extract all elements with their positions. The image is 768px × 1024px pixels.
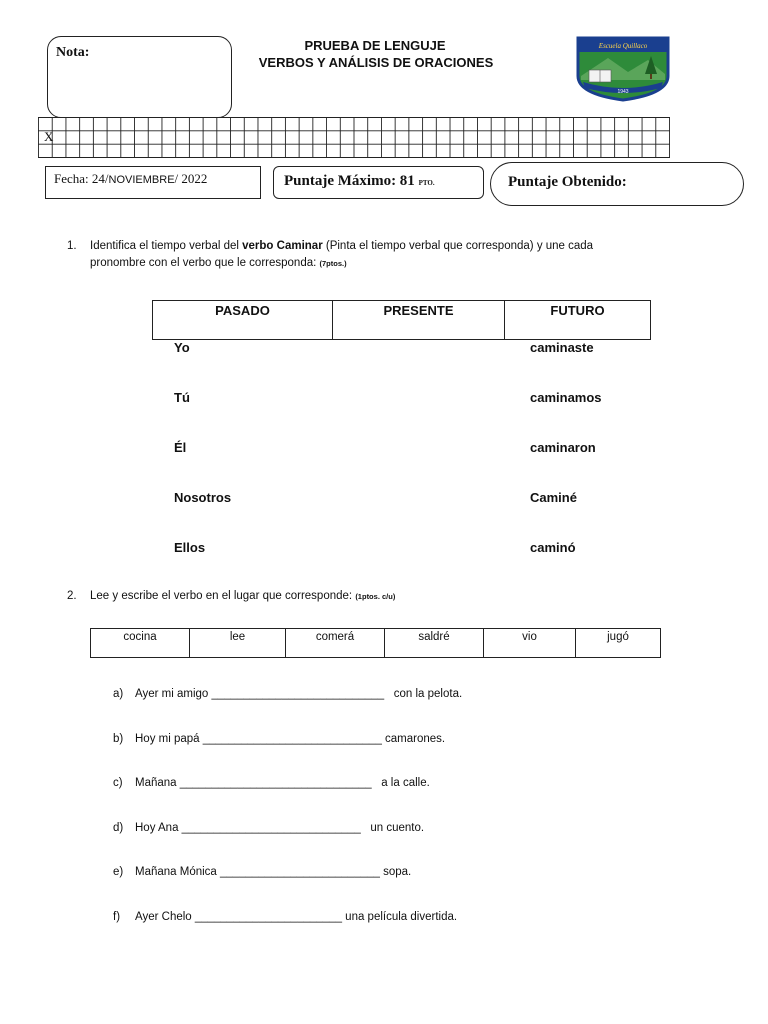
verb-item[interactable]: Caminé	[530, 490, 577, 505]
puntaje-obtenido-label: Puntaje Obtenido:	[508, 174, 627, 190]
q2-number: 2.	[67, 590, 77, 602]
pronoun-item[interactable]: Ellos	[174, 540, 206, 555]
verb-item[interactable]: caminaron	[530, 440, 596, 455]
sentence-item[interactable]: c) Mañana ______________________________ a la calle.	[113, 777, 430, 789]
sentence-item[interactable]: f) Ayer Chelo _______________________ una película divertida.	[113, 911, 458, 923]
verb-bank-word: vio	[484, 629, 576, 658]
puntaje-obtenido-box	[490, 162, 744, 206]
verb-bank-word: comerá	[286, 629, 385, 658]
sentence-item[interactable]: e) Mañana Mónica _________________________ sopa.	[113, 866, 412, 878]
logo-top-text: Escuela Quillaco	[598, 42, 648, 50]
q2-instruction: Lee y escribe el verbo en el lugar que corresponde: (1ptos. c/u)	[90, 590, 396, 602]
nota-box	[47, 36, 232, 118]
verb-item[interactable]: caminó	[530, 540, 576, 555]
verb-bank-word: lee	[190, 629, 286, 658]
title-line-1: PRUEBA DE LENGUJE	[304, 38, 446, 53]
puntaje-maximo-box	[273, 166, 484, 199]
verb-item[interactable]: caminamos	[530, 390, 602, 405]
pronoun-item[interactable]: Nosotros	[174, 490, 232, 505]
pronoun-item[interactable]: Yo	[174, 340, 190, 355]
answer-grid	[38, 117, 670, 158]
tense-table	[152, 300, 651, 340]
fecha-text: Fecha: 24/NOVIEMBRE/ 2022	[54, 171, 208, 186]
q1-number: 1.	[67, 240, 77, 252]
fecha-box	[45, 166, 261, 199]
verb-bank-word: saldré	[385, 629, 484, 658]
sentence-item[interactable]: b) Hoy mi papá ____________________________ camarones.	[113, 733, 446, 745]
tense-futuro[interactable]: FUTURO	[505, 301, 651, 340]
sentence-item[interactable]: a) Ayer mi amigo ___________________________ con la pelota.	[113, 688, 463, 700]
pronoun-item[interactable]: Tú	[174, 390, 190, 405]
nota-label: Nota:	[56, 45, 90, 60]
logo-bottom-text: 1943	[617, 89, 629, 95]
title-line-2: VERBOS Y ANÁLISIS DE ORACIONES	[258, 55, 494, 70]
puntaje-maximo-text: Puntaje Máximo: 81 PTO.	[284, 173, 435, 189]
pronoun-item[interactable]: Él	[174, 440, 187, 455]
tense-presente[interactable]: PRESENTE	[333, 301, 505, 340]
school-logo	[573, 36, 673, 102]
tense-pasado[interactable]: PASADO	[153, 301, 333, 340]
verb-bank-table	[90, 628, 661, 658]
q1-instruction: Identifica el tiempo verbal del verbo Caminar (Pinta el tiempo verbal que corresponda) y une cada pronombre con el verbo que le corresponda: (7ptos.)	[90, 240, 594, 269]
verb-item[interactable]: caminaste	[530, 340, 594, 355]
verb-bank-word: jugó	[576, 629, 661, 658]
verb-bank-word: cocina	[91, 629, 190, 658]
grid-mark: X	[44, 129, 54, 144]
sentence-item[interactable]: d) Hoy Ana ____________________________ un cuento.	[113, 822, 425, 834]
